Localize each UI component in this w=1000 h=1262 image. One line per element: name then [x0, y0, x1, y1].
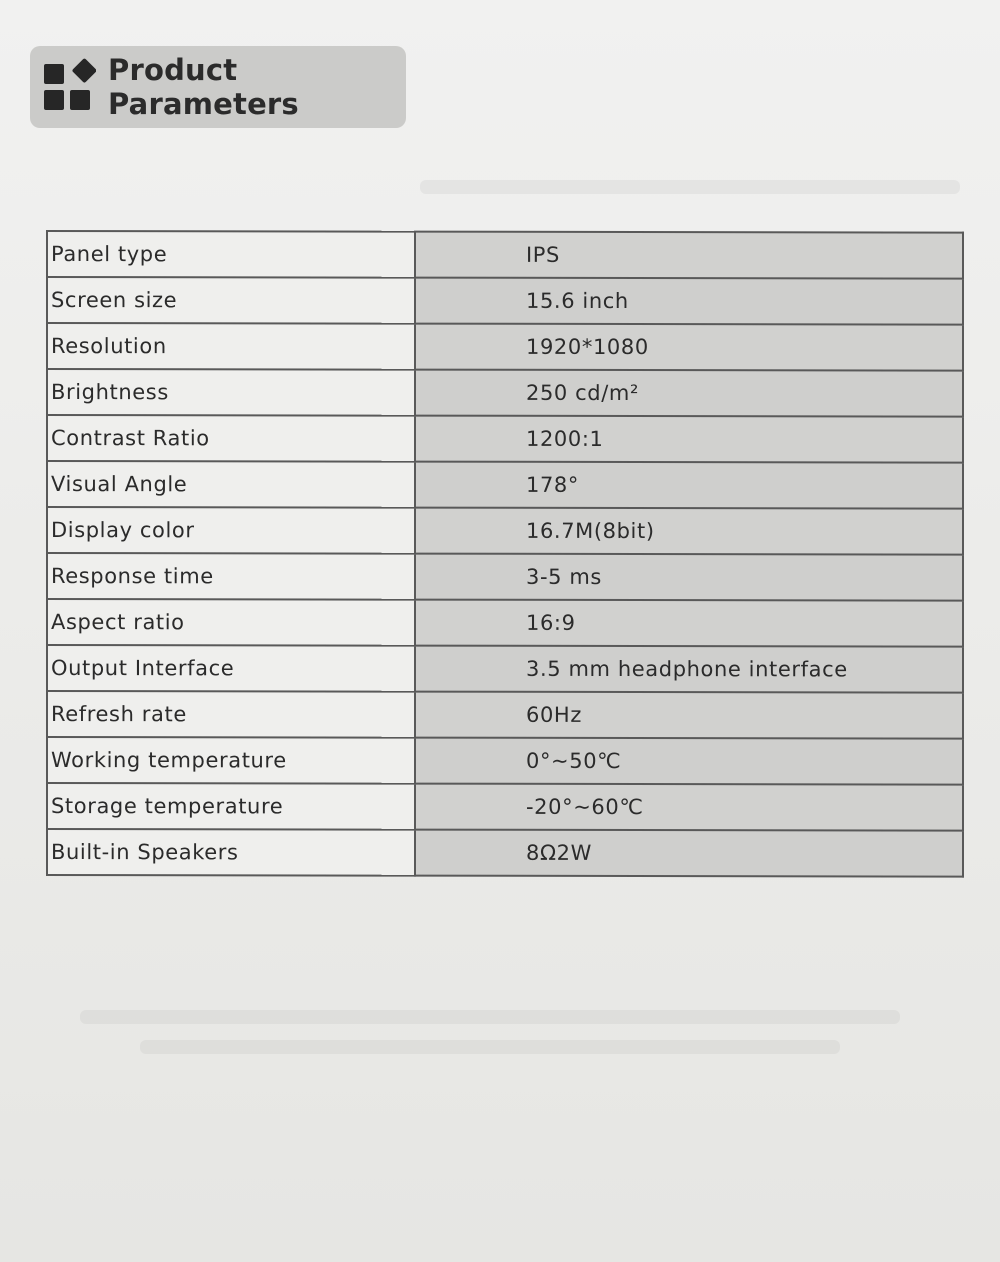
spec-row [47, 277, 963, 325]
spec-value: 16:9 [415, 600, 963, 647]
spec-label: Response time [47, 553, 415, 600]
spec-row [47, 323, 963, 371]
spec-label: Display color [47, 507, 415, 554]
spec-label: Visual Angle [47, 461, 415, 508]
spec-value: 15.6 inch [415, 278, 963, 325]
spec-row [47, 553, 963, 601]
spec-value: IPS [415, 232, 963, 279]
spec-label: Contrast Ratio [47, 415, 415, 462]
bleed-through-shadow [80, 1010, 900, 1024]
spec-row [47, 737, 963, 785]
spec-value: 3-5 ms [415, 554, 963, 601]
section-header [30, 46, 406, 128]
spec-row [47, 783, 963, 831]
spec-label: Screen size [47, 277, 415, 324]
spec-value: 1920*1080 [415, 324, 963, 371]
spec-label: Aspect ratio [47, 599, 415, 646]
spec-row [47, 507, 963, 555]
spec-value: 1200:1 [415, 416, 963, 463]
spec-row [47, 461, 963, 509]
spec-label: Brightness [47, 369, 415, 416]
spec-value: 250 cd/m² [415, 370, 963, 417]
spec-value: 60Hz [415, 692, 963, 739]
spec-label: Resolution [47, 323, 415, 370]
spec-value: 8Ω2W [415, 830, 963, 877]
spec-row [47, 369, 963, 417]
spec-value: 16.7M(8bit) [415, 508, 963, 555]
spec-label: Refresh rate [47, 691, 415, 738]
spec-value: 0°~50℃ [415, 738, 963, 785]
spec-row [47, 231, 963, 279]
spec-row [47, 691, 963, 739]
spec-label: Working temperature [47, 737, 415, 784]
spec-label: Built-in Speakers [47, 829, 415, 876]
spec-label: Storage temperature [47, 783, 415, 830]
spec-row [47, 645, 963, 693]
bleed-through-shadow [420, 180, 960, 194]
bleed-through-shadow [140, 1040, 840, 1054]
four-squares-logo-icon [38, 58, 96, 116]
spec-label: Panel type [47, 231, 415, 278]
spec-row [47, 829, 963, 877]
spec-row [47, 599, 963, 647]
spec-value: 3.5 mm headphone interface [415, 646, 963, 693]
spec-table [46, 230, 964, 878]
spec-label: Output Interface [47, 645, 415, 692]
spec-row [47, 415, 963, 463]
spec-value: -20°~60℃ [415, 784, 963, 831]
page-title: Product Parameters [108, 53, 299, 121]
spec-value: 178° [415, 462, 963, 509]
